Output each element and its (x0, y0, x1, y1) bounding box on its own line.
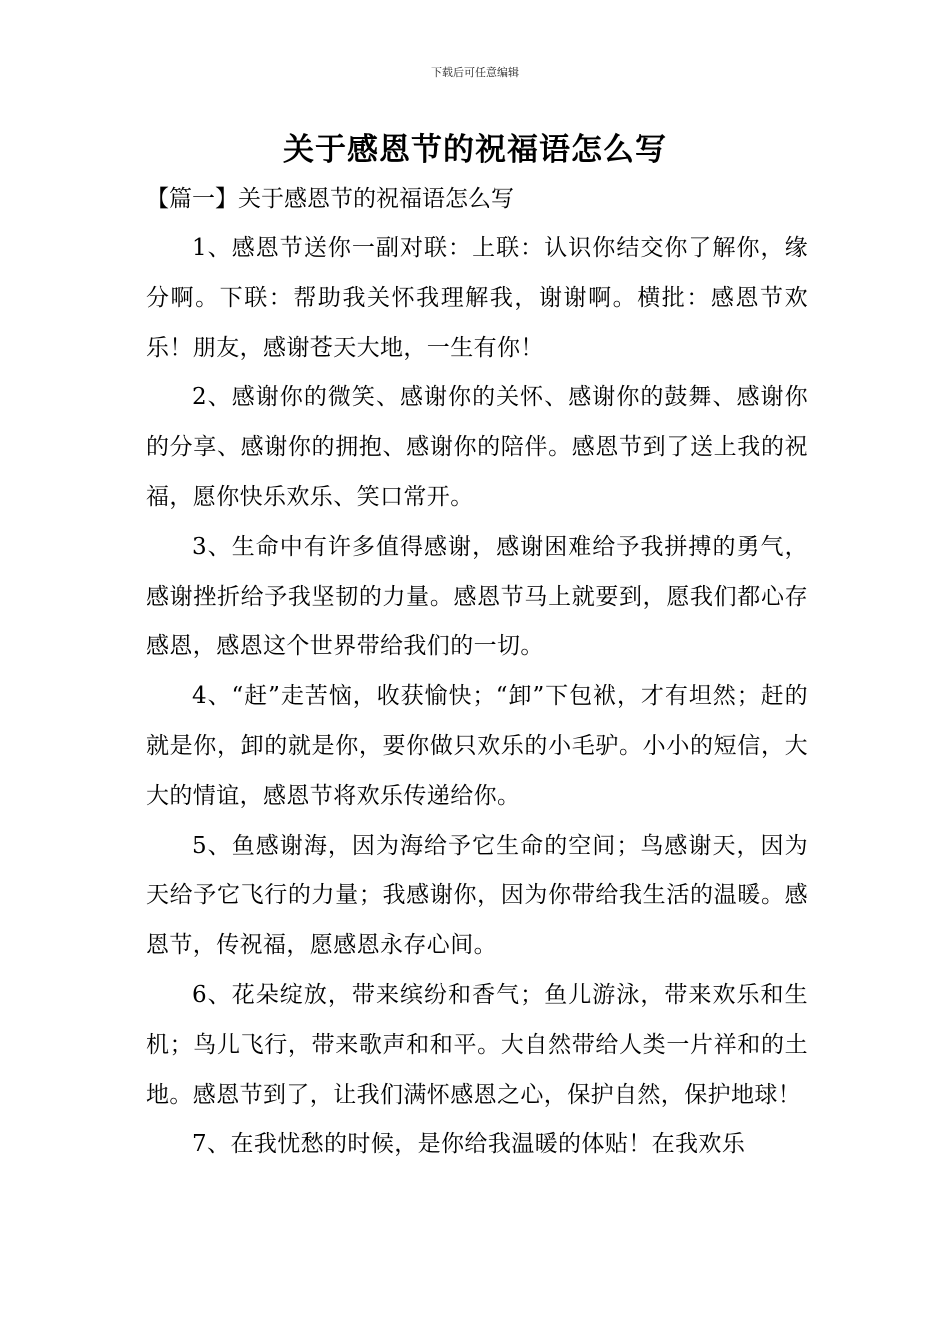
body-text (146, 224, 808, 1170)
header-note: 下载后可任意编辑 (431, 66, 519, 79)
section-title: 关于感恩节的祝福语怎么写 (238, 186, 514, 212)
paragraph: 1、感恩节送你一副对联：上联：认识你结交你了解你，缘分啊。下联：帮助我关怀我理解我，谢谢啊。横批：感恩节欢乐！朋友，感谢苍天大地，一生有你！ (146, 235, 808, 361)
paragraph: 5、鱼感谢海，因为海给予它生命的空间；鸟感谢天，因为天给予它飞行的力量；我感谢你，因为你带给我生活的温暖。感恩节，传祝福，愿感恩永存心间。 (146, 832, 808, 959)
paragraph: 6、花朵绽放，带来缤纷和香气；鱼儿游泳，带来欢乐和生机；鸟儿飞行，带来歌声和和平。大自然带给人类一片祥和的土地。感恩节到了，让我们满怀感恩之心，保护自然，保护地球！ (146, 981, 808, 1108)
section-heading (146, 181, 514, 217)
document-title: 关于感恩节的祝福语怎么写 (283, 132, 667, 168)
paragraph: 2、感谢你的微笑、感谢你的关怀、感谢你的鼓舞、感谢你的分享、感谢你的拥抱、感谢你的陪伴。感恩节到了送上我的祝福，愿你快乐欢乐、笑口常开。 (146, 384, 808, 510)
paragraph: 7、在我忧愁的时候，是你给我温暖的体贴！在我欢乐 (192, 1131, 746, 1158)
section-label: 【篇一】 (146, 186, 238, 212)
paragraph: 3、生命中有许多值得感谢，感谢困难给予我拼搏的勇气，感谢挫折给予我坚韧的力量。感恩节马上就要到，愿我们都心存感恩，感恩这个世界带给我们的一切。 (146, 533, 808, 660)
paragraph: 4、“赶”走苦恼，收获愉快；“卸”下包袱，才有坦然；赶的就是你，卸的就是你，要你做只欢乐的小毛驴。小小的短信，大大的情谊，感恩节将欢乐传递给你。 (146, 683, 808, 809)
